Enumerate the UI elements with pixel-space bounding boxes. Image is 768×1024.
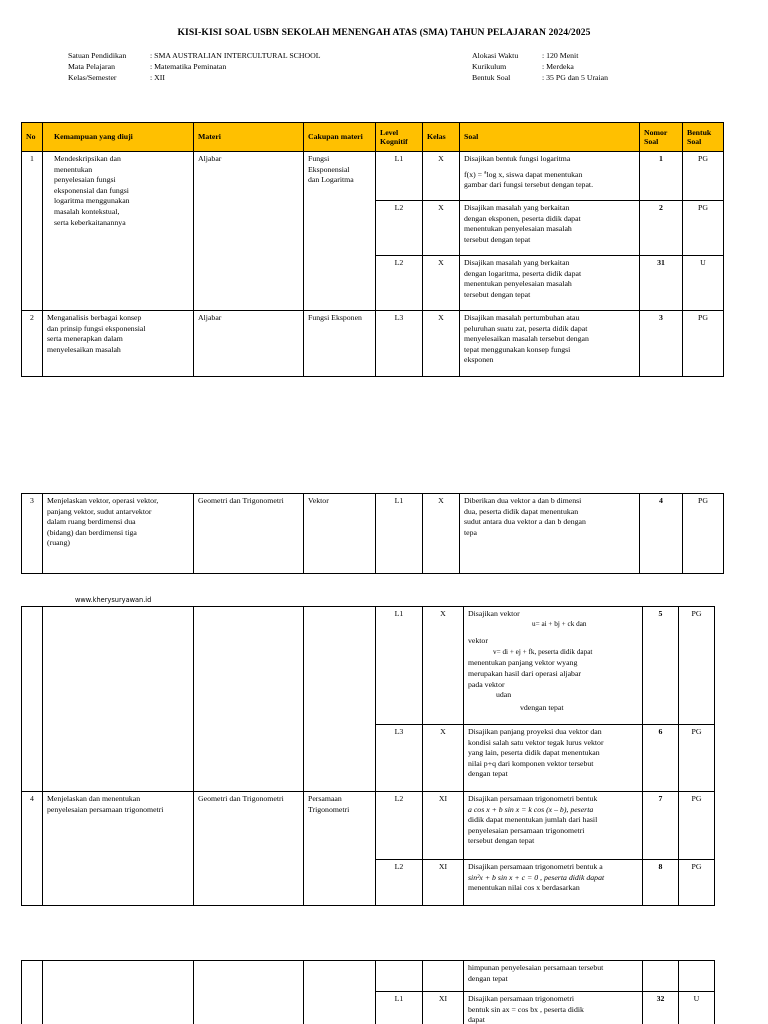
soal-cell [464, 992, 643, 1024]
bentuk-cell: PG [679, 792, 715, 860]
table-row [22, 494, 724, 574]
meta-value: : XII [150, 72, 165, 82]
text-line: eksponensial dan fungsi [54, 185, 129, 195]
kemampuan-cell [43, 152, 194, 311]
kelas-cell: X [423, 311, 460, 377]
text-line: dan prinsip fungsi eksponensial [47, 323, 146, 333]
nomor-cell: 5 [643, 607, 679, 725]
soal-cell [464, 961, 643, 992]
text-line: gambar dari fungsi tersebut dengan tepat. [464, 180, 594, 190]
meta-value: : SMA AUSTRALIAN INTERCULTURAL SCHOOL [150, 51, 321, 60]
table-row [22, 607, 715, 725]
kisi-kisi-table-page3 [21, 960, 715, 1024]
kelas-cell: XI [423, 792, 464, 860]
nomor-cell: 4 [640, 494, 683, 574]
materi-cell [194, 607, 304, 792]
col-kelas: Kelas [423, 123, 460, 152]
text-line: dengan tepat [468, 769, 508, 779]
text-line: (bidang) dan berdimensi tiga [47, 527, 137, 537]
meta-value: : 120 Menit [542, 51, 579, 60]
text-line: Menjelaskan vektor, operasi vektor, [47, 496, 159, 505]
text-line: Eksponensial [308, 164, 350, 174]
text-line: tersebut dengan tepat [468, 836, 535, 846]
cakupan-cell: Fungsi Eksponen [304, 311, 376, 377]
level-cell: L1 [376, 152, 423, 201]
materi-cell: Geometri dan Trigonometri [194, 494, 304, 574]
meta-right [472, 51, 608, 83]
text-line: Menjelaskan dan menentukan [47, 794, 141, 803]
bentuk-cell: PG [679, 607, 715, 725]
text-line: merupakan hasil dari operasi aljabar [468, 668, 582, 678]
vector-line: udan [496, 690, 512, 700]
soal-cell [460, 494, 640, 574]
nomor-cell: 8 [643, 860, 679, 906]
row-number: 4 [22, 792, 43, 906]
text-line: peluruhan suatu zat, peserta didik dapat [464, 323, 588, 333]
text-line: menentukan panjang vektor wyang [468, 658, 578, 668]
table-row [22, 961, 715, 992]
meta-value: : Matematika Peminatan [150, 61, 227, 71]
meta-label: Mata Pelajaran [68, 61, 115, 71]
text-fragment: f(x) = [464, 169, 484, 179]
meta-label: Alokasi Waktu [472, 51, 519, 60]
kemampuan-cell [43, 494, 194, 574]
text-line: bentuk sin ax = cos bx , peserta didik [468, 1004, 584, 1014]
bentuk-cell: PG [679, 725, 715, 792]
text-line: serta keberkaitanannya [54, 217, 126, 227]
col-kemampuan: Kemampuan yang diuji [43, 123, 194, 152]
text-line: serta menerapkan dalam [47, 334, 123, 344]
kisi-kisi-table-page2 [21, 606, 715, 906]
bentuk-cell: PG [679, 860, 715, 906]
text-line: Disajikan panjang proyeksi dua vektor dan [468, 727, 602, 736]
kelas-cell [423, 961, 464, 992]
kemampuan-cell [43, 961, 194, 1024]
text-line: Mendeskripsikan dan [54, 154, 121, 163]
text-line: penyelesaian persamaan trigonometri [468, 825, 585, 835]
table-header-row [22, 123, 724, 152]
materi-cell [194, 961, 304, 1024]
bentuk-cell: PG [683, 311, 724, 377]
table-row [22, 792, 715, 860]
text-line: dengan logaritma, peserta didik dapat [464, 268, 582, 278]
text-line: dua, peserta didik dapat menentukan [464, 506, 579, 516]
formula-line [464, 170, 635, 181]
text-line: logaritma menggunakan [54, 196, 130, 206]
text-line: (ruang) [47, 538, 70, 548]
text-line: eksponen [464, 355, 494, 365]
meta-value: : Merdeka [542, 61, 574, 71]
vector-line: vdengan tepat [520, 702, 564, 712]
text-line: dalam ruang berdimensi dua [47, 517, 136, 527]
text-line: Disajikan bentuk fungsi logaritma [464, 154, 571, 163]
col-cakupan: Cakupan materi [304, 123, 376, 152]
text-line: Disajikan persamaan trigonometri bentuk [468, 794, 598, 803]
text-line: Trigonometri [308, 804, 350, 814]
cakupan-cell [304, 792, 376, 906]
text-line: menentukan penyelesaian masalah [464, 224, 572, 234]
text-line: Disajikan vektor [468, 609, 520, 618]
level-cell: L1 [376, 607, 423, 725]
soal-cell [464, 607, 643, 725]
kelas-cell: X [423, 607, 464, 725]
level-cell: L2 [376, 201, 423, 256]
text-line: dapat [468, 1015, 485, 1024]
row-number [22, 961, 43, 1024]
level-cell: L2 [376, 256, 423, 311]
row-number: 2 [22, 311, 43, 377]
text-line: Disajikan persamaan trigonometri bentuk a [468, 862, 603, 871]
soal-cell [460, 201, 640, 256]
text-line: penyelesaian persamaan trigonometri [47, 804, 164, 814]
kisi-kisi-table [21, 122, 724, 377]
nomor-cell: 7 [643, 792, 679, 860]
text-line: pada vektor [468, 679, 505, 689]
text-line: menyelesaikan masalah tersebut dengan [464, 334, 589, 344]
text-line: yang lain, peserta didik dapat menentukan [468, 748, 600, 758]
nomor-cell: 1 [640, 152, 683, 201]
kemampuan-cell [43, 311, 194, 377]
text-line: Diberikan dua vektor a dan b dimensi [464, 496, 582, 505]
meta-value: : 35 PG dan 5 Uraian [542, 72, 609, 82]
text-line: kondisi salah satu vektor tegak lurus vektor [468, 737, 604, 747]
text-line: nilai p+q dari komponen vektor tersebut [468, 758, 594, 768]
text-line: menentukan penyelesaian masalah [464, 279, 572, 289]
kelas-cell: XI [423, 860, 464, 906]
text-fragment: log x, siswa dapat menentukan [486, 169, 583, 179]
kelas-cell: X [423, 152, 460, 201]
bentuk-cell: U [679, 992, 715, 1024]
document-title: KISI-KISI SOAL USBN SEKOLAH MENENGAH ATAS (SMA) TAHUN PELAJARAN 2024/2025 [177, 27, 591, 38]
text-line: didik dapat menentukan jumlah dari hasil [468, 815, 598, 825]
text-line: Disajikan persamaan trigonometri [468, 994, 575, 1003]
level-cell: L1 [376, 494, 423, 574]
text-line: Menganalisis berbagai konsep [47, 313, 142, 322]
nomor-cell: 2 [640, 201, 683, 256]
meta-label: Kelas/Semester [68, 72, 117, 82]
text-line: dan Logaritma [308, 175, 354, 185]
level-cell [376, 961, 423, 992]
table-row [22, 311, 724, 377]
table-row [22, 152, 724, 201]
text-line: menentukan nilai cos x berdasarkan [468, 883, 580, 893]
soal-cell [460, 311, 640, 377]
vector-line: v= di + ej + fk, peserta didik dapat [493, 647, 593, 656]
bentuk-cell: PG [683, 152, 724, 201]
kelas-cell: X [423, 256, 460, 311]
vector-line: u= ai + bj + ck dan [532, 619, 587, 628]
formula-line: a cos x + b sin x = k cos (x – b), peserta [468, 804, 594, 814]
cakupan-cell [304, 961, 376, 1024]
col-nomor: Nomor Soal [640, 123, 683, 152]
nomor-cell: 6 [643, 725, 679, 792]
text-line: panjang vektor, sudut antarvektor [47, 506, 152, 516]
meta-label: Bentuk Soal [472, 72, 511, 82]
col-soal: Soal [460, 123, 640, 152]
text-line: vektor [468, 636, 488, 646]
text-line: tepa [464, 527, 477, 537]
row-number: 3 [22, 494, 43, 574]
bentuk-cell: PG [683, 201, 724, 256]
soal-cell [464, 792, 643, 860]
nomor-cell: 31 [640, 256, 683, 311]
materi-cell: Geometri dan Trigonometri [194, 792, 304, 906]
kelas-cell: X [423, 725, 464, 792]
text-line: masalah kontekstual, [54, 206, 120, 216]
bentuk-cell: PG [683, 494, 724, 574]
text-line: menyelesaikan masalah [47, 344, 121, 354]
kelas-cell: X [423, 201, 460, 256]
meta-left [68, 51, 321, 83]
kelas-cell: X [423, 494, 460, 574]
text-line: himpunan penyelesaian persamaan tersebut [468, 963, 604, 972]
nomor-cell: 3 [640, 311, 683, 377]
level-cell: L3 [376, 725, 423, 792]
meta-label: Kurikulum [472, 61, 507, 71]
nomor-cell [643, 961, 679, 992]
text-line: Disajikan masalah yang berkaitan [464, 203, 570, 212]
cakupan-cell [304, 607, 376, 792]
kemampuan-cell [43, 792, 194, 906]
cakupan-cell: Vektor [304, 494, 376, 574]
soal-cell [460, 152, 640, 201]
formula-line: sin²x + b sin x + c = 0 , peserta didik dapat [468, 872, 605, 882]
soal-cell [464, 860, 643, 906]
text-line: menentukan [54, 164, 93, 174]
text-line: tepat menggunakan konsep fungsi [464, 344, 571, 354]
text-line: sudut antara dua vektor a dan b dengan [464, 517, 586, 527]
soal-cell [464, 725, 643, 792]
watermark: www.kherysuryawan.id [75, 596, 152, 604]
materi-cell: Aljabar [194, 152, 304, 311]
level-cell: L1 [376, 992, 423, 1024]
col-bentuk: Bentuk Soal [683, 123, 724, 152]
row-number [22, 607, 43, 792]
materi-cell: Aljabar [194, 311, 304, 377]
row-number: 1 [22, 152, 43, 311]
text-line: tersebut dengan tepat [464, 289, 531, 299]
text-line: tersebut dengan tepat [464, 234, 531, 244]
col-materi: Materi [194, 123, 304, 152]
superscript: a [483, 169, 487, 175]
text-line: penyelesaian fungsi [54, 175, 116, 185]
text-line: dengan eksponen, peserta didik dapat [464, 213, 581, 223]
col-no: No [22, 123, 43, 152]
bentuk-cell: U [683, 256, 724, 311]
text-line: Disajikan masalah pertumbuhan atau [464, 313, 580, 322]
level-cell: L3 [376, 311, 423, 377]
text-line: dengan tepat [468, 973, 508, 983]
cakupan-cell [304, 152, 376, 311]
level-cell: L2 [376, 792, 423, 860]
soal-cell [460, 256, 640, 311]
nomor-cell: 32 [643, 992, 679, 1024]
meta-label: Satuan Pendidikan [68, 51, 127, 60]
bentuk-cell [679, 961, 715, 992]
kisi-kisi-table-continued [21, 493, 724, 574]
text-line: Fungsi [308, 154, 330, 163]
text-line: Disajikan masalah yang berkaitan [464, 258, 570, 267]
level-cell: L2 [376, 860, 423, 906]
col-level: Level Kognitif [376, 123, 423, 152]
kelas-cell: XI [423, 992, 464, 1024]
text-line: Persamaan [308, 794, 342, 803]
kemampuan-cell [43, 607, 194, 792]
